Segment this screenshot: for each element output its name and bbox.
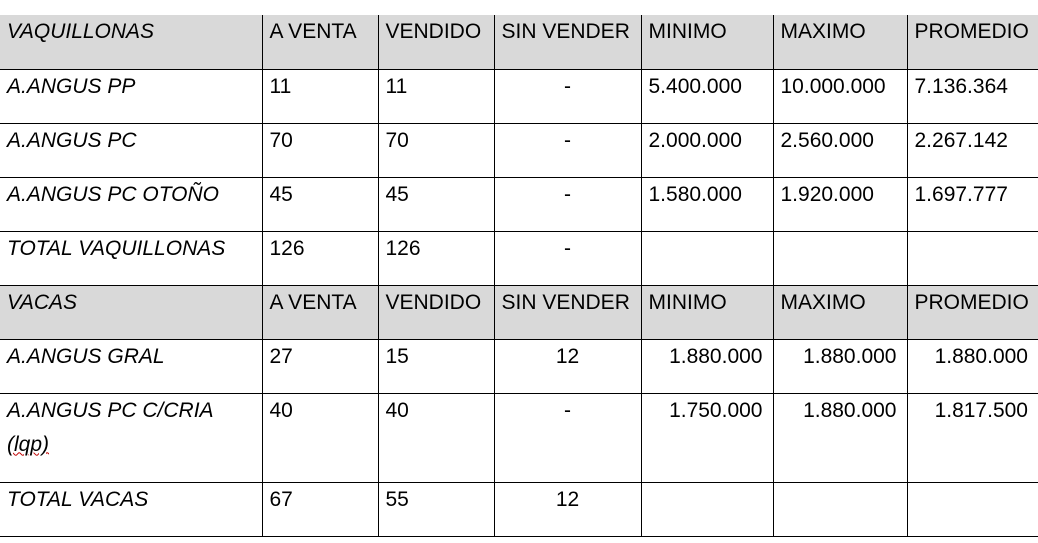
- col-header-vendido: VENDIDO: [378, 285, 494, 339]
- table-row: [0, 69, 1038, 123]
- table-row: [0, 393, 1038, 482]
- a-venta-cell: 45: [262, 177, 378, 231]
- category-name: A.ANGUS PC C/CRIA: [7, 398, 214, 422]
- col-header-promedio: PROMEDIO: [907, 15, 1038, 69]
- maximo-cell: [773, 231, 907, 285]
- vendido-cell: 55: [378, 482, 494, 536]
- sin-vender-cell: 12: [494, 339, 641, 393]
- col-header-vendido: VENDIDO: [378, 15, 494, 69]
- vendido-cell: 11: [378, 69, 494, 123]
- minimo-cell: [641, 482, 773, 536]
- sin-vender-cell: -: [494, 123, 641, 177]
- col-header-maximo: MAXIMO: [773, 285, 907, 339]
- promedio-cell: 1.817.500: [907, 393, 1038, 482]
- category-cell: A.ANGUS PP: [0, 69, 262, 123]
- minimo-cell: [641, 231, 773, 285]
- promedio-cell: 2.267.142: [907, 123, 1038, 177]
- promedio-cell: 1.880.000: [907, 339, 1038, 393]
- promedio-cell: 1.697.777: [907, 177, 1038, 231]
- sales-table: [0, 15, 1038, 537]
- minimo-cell: 1.580.000: [641, 177, 773, 231]
- category-cell: A.ANGUS PC: [0, 123, 262, 177]
- total-label: TOTAL VACAS: [0, 482, 262, 536]
- vendido-cell: 40: [378, 393, 494, 482]
- maximo-cell: 1.880.000: [773, 339, 907, 393]
- col-header-promedio: PROMEDIO: [907, 285, 1038, 339]
- sin-vender-cell: -: [494, 177, 641, 231]
- minimo-cell: 2.000.000: [641, 123, 773, 177]
- minimo-cell: 1.750.000: [641, 393, 773, 482]
- maximo-cell: 1.880.000: [773, 393, 907, 482]
- section-title: VAQUILLONAS: [0, 15, 262, 69]
- a-venta-cell: 27: [262, 339, 378, 393]
- sin-vender-cell: 12: [494, 482, 641, 536]
- total-label: TOTAL VAQUILLONAS: [0, 231, 262, 285]
- promedio-cell: [907, 482, 1038, 536]
- col-header-a-venta: A VENTA: [262, 15, 378, 69]
- a-venta-cell: 70: [262, 123, 378, 177]
- table-row: [0, 123, 1038, 177]
- section-title: VACAS: [0, 285, 262, 339]
- category-cell: [0, 393, 262, 482]
- promedio-cell: 7.136.364: [907, 69, 1038, 123]
- vendido-cell: 126: [378, 231, 494, 285]
- col-header-sin-vender: SIN VENDER: [494, 285, 641, 339]
- a-venta-cell: 11: [262, 69, 378, 123]
- header-row-vaquillonas: [0, 15, 1038, 69]
- category-note: (lqp): [7, 432, 50, 456]
- a-venta-cell: 126: [262, 231, 378, 285]
- total-row-vaquillonas: [0, 231, 1038, 285]
- a-venta-cell: 67: [262, 482, 378, 536]
- minimo-cell: 1.880.000: [641, 339, 773, 393]
- category-cell: A.ANGUS GRAL: [0, 339, 262, 393]
- col-header-maximo: MAXIMO: [773, 15, 907, 69]
- minimo-cell: 5.400.000: [641, 69, 773, 123]
- maximo-cell: 2.560.000: [773, 123, 907, 177]
- sin-vender-cell: -: [494, 69, 641, 123]
- col-header-a-venta: A VENTA: [262, 285, 378, 339]
- table-row: [0, 339, 1038, 393]
- promedio-cell: [907, 231, 1038, 285]
- vendido-cell: 70: [378, 123, 494, 177]
- a-venta-cell: 40: [262, 393, 378, 482]
- sin-vender-cell: -: [494, 231, 641, 285]
- table-row: [0, 177, 1038, 231]
- maximo-cell: 10.000.000: [773, 69, 907, 123]
- category-cell: A.ANGUS PC OTOÑO: [0, 177, 262, 231]
- maximo-cell: [773, 482, 907, 536]
- header-row-vacas: [0, 285, 1038, 339]
- sin-vender-cell: -: [494, 393, 641, 482]
- maximo-cell: 1.920.000: [773, 177, 907, 231]
- col-header-minimo: MINIMO: [641, 15, 773, 69]
- vendido-cell: 45: [378, 177, 494, 231]
- vendido-cell: 15: [378, 339, 494, 393]
- col-header-minimo: MINIMO: [641, 285, 773, 339]
- total-row-vacas: [0, 482, 1038, 536]
- col-header-sin-vender: SIN VENDER: [494, 15, 641, 69]
